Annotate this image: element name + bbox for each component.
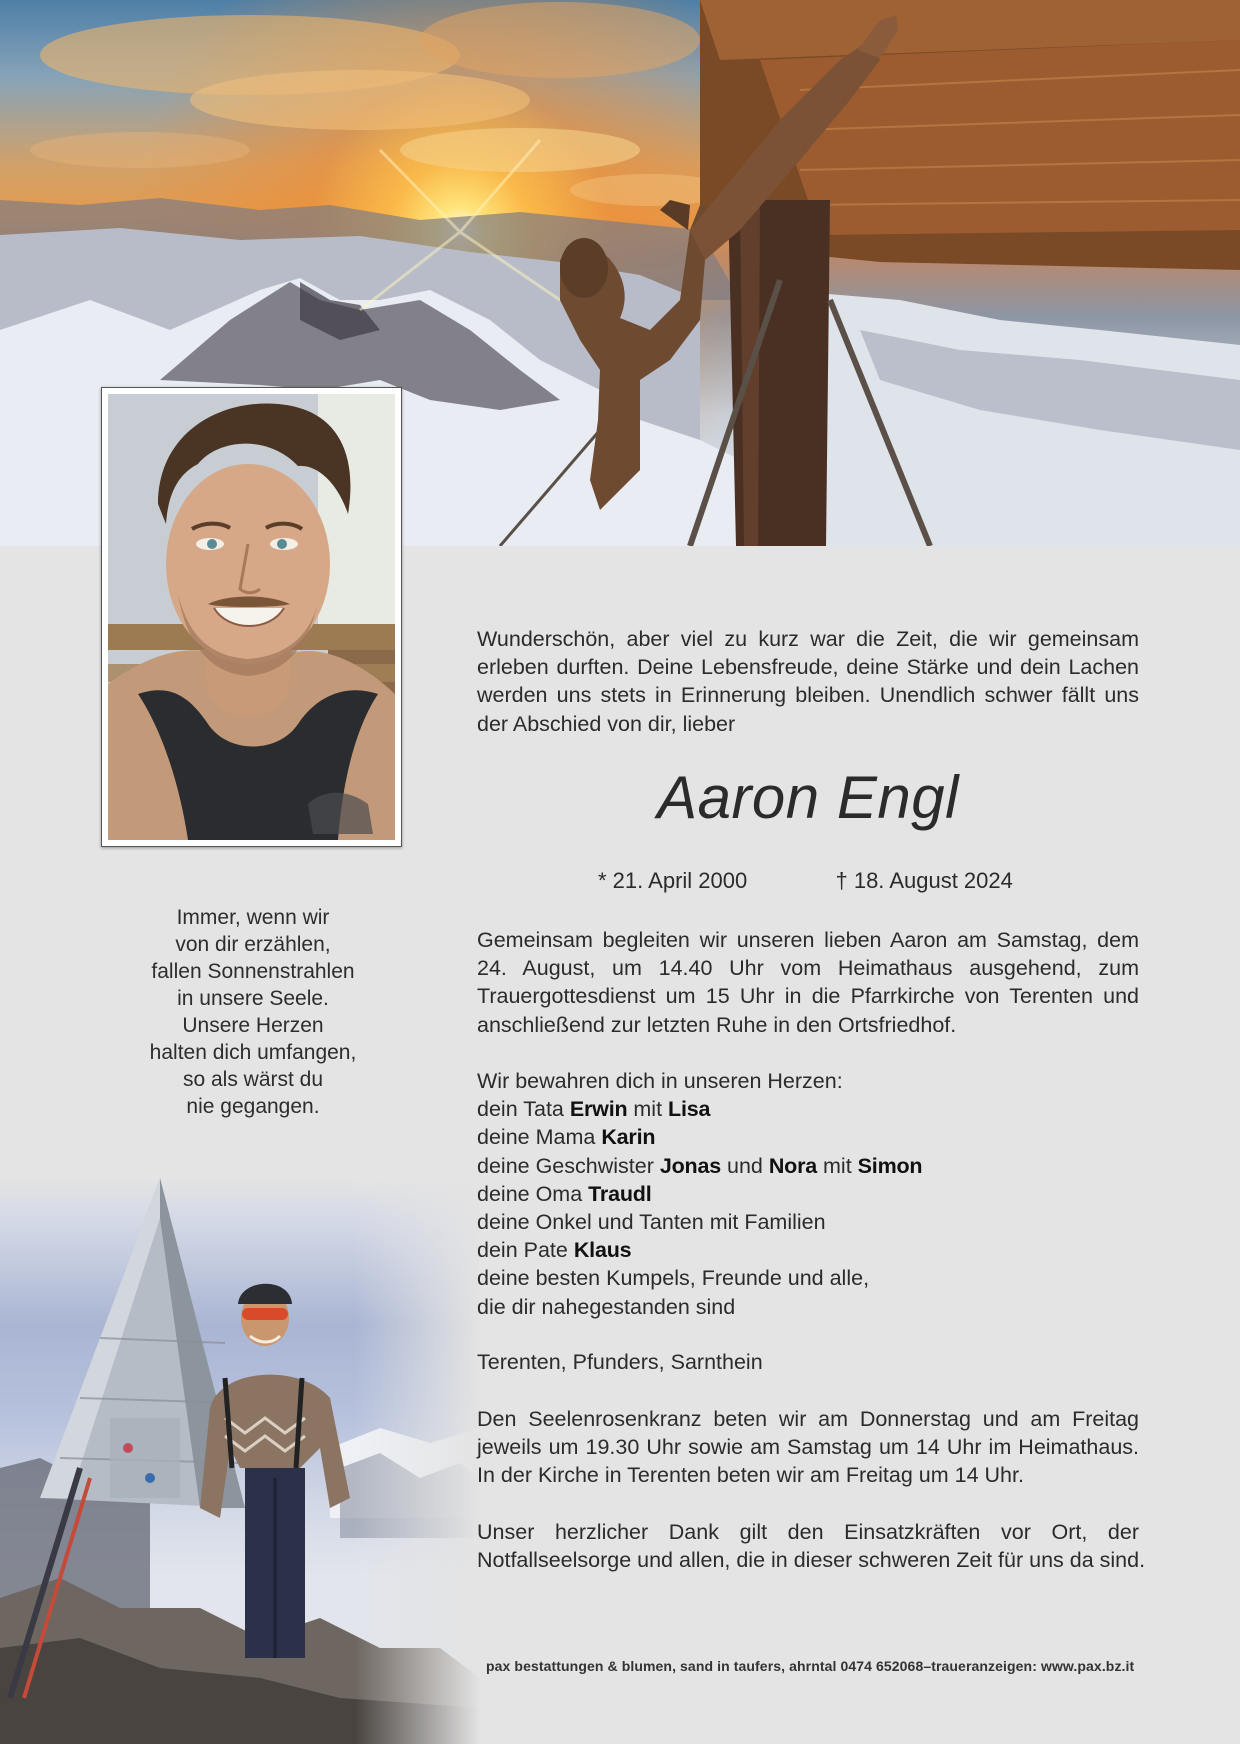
rosary-line: Den Seelenrosenkranz beten wir am Donnerstag und am Freitag: [477, 1407, 1139, 1431]
intro-line: erleben durften. Deine Lebensfreude, deine Stärke und dein Lachen: [477, 655, 1139, 680]
poem-line: von dir erzählen,: [175, 933, 331, 956]
mourner-line: dein Pate Klaus: [477, 1238, 632, 1263]
intro-line: der Abschied von dir, lieber: [477, 711, 736, 736]
funeral-line: 24. August, um 14.40 Uhr vom Heimathaus ausgehend, zum: [477, 956, 1139, 981]
funeral-line: Trauergottesdienst um 15 Uhr in die Pfarrkirche von Terenten und: [477, 984, 1139, 1009]
mourner-line: deine besten Kumpels, Freunde und alle,: [477, 1266, 870, 1291]
poem-line: halten dich umfangen,: [149, 1041, 357, 1064]
summit-photo: [0, 1178, 480, 1744]
mourner-line: deine Oma Traudl: [477, 1181, 652, 1206]
portrait-illustration: [108, 394, 395, 840]
mourners-list: [477, 1067, 1139, 1321]
birth-date: * 21. April 2000: [598, 868, 748, 893]
places: Terenten, Pfunders, Sarnthein: [477, 1350, 763, 1374]
portrait-photo: [108, 394, 395, 840]
mourner-line: die dir nahegestanden sind: [477, 1294, 736, 1319]
poem-line: in unsere Seele.: [177, 987, 329, 1010]
intro-line: Wunderschön, aber viel zu kurz war die Zeit, die wir gemeinsam: [477, 627, 1139, 651]
mourner-line: deine Mama Karin: [477, 1125, 656, 1150]
thanks-paragraph: [477, 1518, 1146, 1574]
mourner-line: deine Geschwister Jonas und Nora mit Simon: [477, 1153, 923, 1178]
poem-line: so als wärst du: [182, 1068, 324, 1091]
poem-line: nie gegangen.: [186, 1095, 320, 1118]
portrait-frame: [101, 387, 402, 847]
life-dates: [598, 868, 1013, 894]
death-date: † 18. August 2024: [835, 868, 1013, 893]
rosary-line: jeweils um 19.30 Uhr sowie am Samstag um 14 Uhr im Heimathaus.: [477, 1435, 1139, 1460]
summit-illustration: [0, 1178, 480, 1744]
funeral-line: Gemeinsam begleiten wir unseren lieben Aaron am Samstag, dem: [477, 928, 1139, 952]
intro-paragraph: [477, 625, 1139, 738]
rosary-paragraph: [477, 1405, 1139, 1490]
intro-line: werden uns stets in Erinnerung bleiben. Unendlich schwer fällt uns: [477, 683, 1139, 708]
poem-line: Unsere Herzen: [182, 1014, 324, 1037]
mourner-line: deine Onkel und Tanten mit Familien: [477, 1210, 826, 1235]
poem-line: Immer, wenn wir: [176, 906, 330, 929]
funeral-line: anschließend zur letzten Ruhe in den Ortsfriedhof.: [477, 1012, 957, 1037]
mourners-heading: Wir bewahren dich in unseren Herzen:: [477, 1069, 843, 1093]
memorial-poem: [120, 904, 386, 1120]
footer-imprint: pax bestattungen & blumen, sand in taufers, ahrntal 0474 652068–traueranzeigen: www.pax.bz.it: [486, 1658, 1135, 1674]
thanks-line: Notfallseelsorge und allen, die in dieser schweren Zeit für uns da sind.: [477, 1548, 1146, 1573]
funeral-paragraph: [477, 926, 1139, 1039]
mourner-line: dein Tata Erwin mit Lisa: [477, 1097, 711, 1122]
rosary-line: In der Kirche in Terenten beten wir am Freitag um 14 Uhr.: [477, 1463, 1024, 1488]
poem-line: fallen Sonnenstrahlen: [151, 960, 355, 983]
deceased-name: Aaron Engl: [657, 764, 959, 831]
thanks-line: Unser herzlicher Dank gilt den Einsatzkräften vor Ort, der: [477, 1520, 1139, 1544]
places-line: [477, 1348, 1139, 1376]
